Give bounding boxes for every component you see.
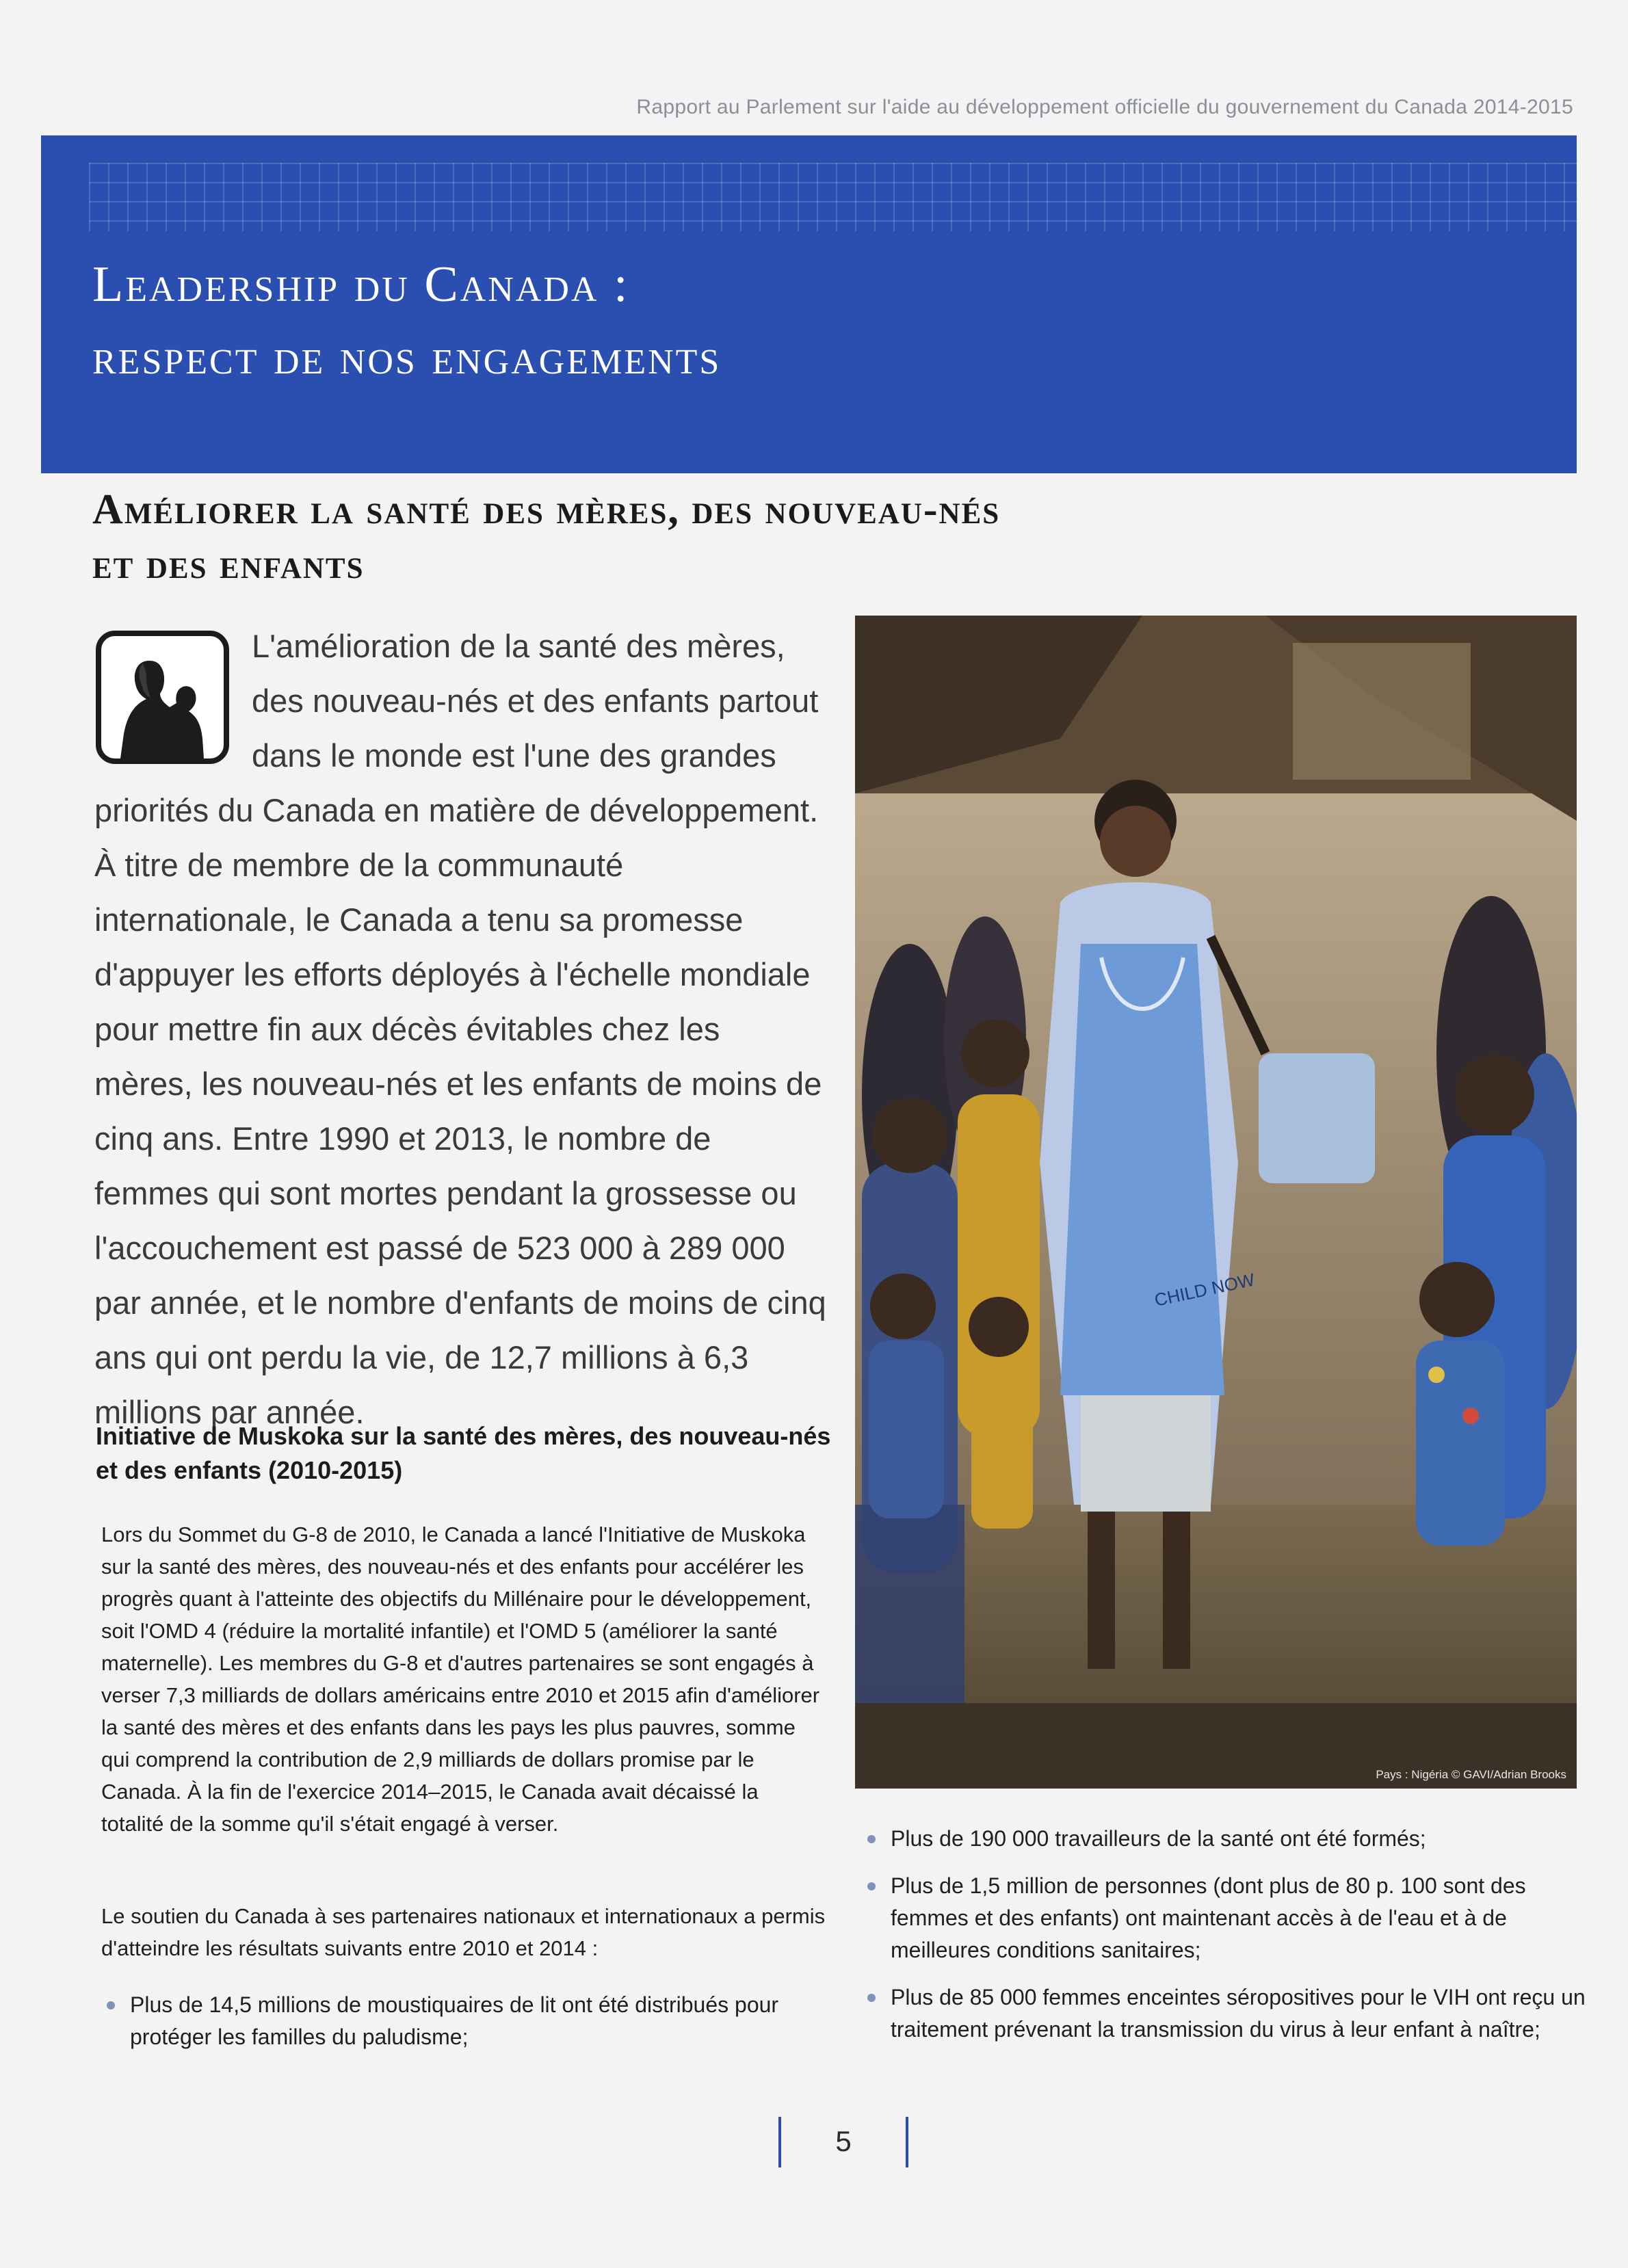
photo-credit: Pays : Nigéria © GAVI/Adrian Brooks	[1376, 1768, 1566, 1781]
list-item-text: Plus de 14,5 millions de moustiquaires de lit ont été distribués pour protéger les familles du paludisme;	[130, 1992, 779, 2049]
intro-text: L'amélioration de la santé des mères, des nouveau-nés et des enfants partout dans le monde est l'une des grandes priorités du Canada en matière de développement. À titre de membre de la communauté internationale, le Canada a tenu sa promesse d'appuyer les efforts déployés à l'échelle mondiale pour mettre fin aux décès évitables chez les mères, les nouveau-nés et les enfants de moins de cinq ans. Entre 1990 et 2013, le nombre de femmes qui sont mortes pendant la grossesse ou l'accouchement est passé de 523 000 à 289 000 par année, et le nombre d'enfants de moins de cinq ans qui ont perdu la vie, de 12,7 millions à 6,3 millions par année.	[94, 628, 826, 1430]
icon-spacer	[94, 619, 252, 773]
list-item	[863, 1870, 1588, 1966]
page-footer	[778, 2117, 908, 2172]
list-item	[863, 1823, 1588, 1855]
running-head: Rapport au Parlement sur l'aide au développement officielle du gouvernement du Canada 2014-2015	[636, 96, 1573, 118]
list-item-text: Plus de 190 000 travailleurs de la santé ont été formés;	[891, 1826, 1426, 1851]
results-list-left	[103, 1989, 828, 2068]
muskoka-paragraph-2: Le soutien du Canada à ses partenaires nationaux et internationaux a permis d'atteindre les résultats suivants entre 2010 et 2014 :	[101, 1904, 826, 1960]
bullet-dot-icon	[867, 1835, 876, 1843]
bullet-dot-icon	[867, 1882, 876, 1890]
muskoka-heading: Initiative de Muskoka sur la santé des mères, des nouveau-nés et des enfants (2010-2015)	[96, 1422, 831, 1484]
list-item-text: Plus de 85 000 femmes enceintes séropositives pour le VIH ont reçu un traitement prévenant la transmission du virus à leur enfant à naître;	[891, 1985, 1586, 2042]
list-item	[863, 1981, 1588, 2046]
chapter-banner	[41, 135, 1577, 473]
page-number: 5	[835, 2125, 852, 2157]
banner-grid-pattern	[89, 163, 1607, 231]
section-title-line1: Améliorer la santé des mères, des nouveau-nés	[92, 486, 1001, 533]
list-item	[103, 1989, 828, 2053]
chapter-title	[92, 248, 721, 393]
bullet-dot-icon	[867, 1994, 876, 2002]
muskoka-paragraph-1: Lors du Sommet du G-8 de 2010, le Canada a lancé l'Initiative de Muskoka sur la santé des mères, des nouveau-nés et des enfants pour accélérer les progrès quant à l'atteinte des objectifs du Millénaire pour le développement, soit l'OMD 4 (réduire la mortalité infantile) et l'OMD 5 (améliorer la santé maternelle). Les membres du G-8 et d'autres partenaires se sont engagés à verser 7,3 milliards de dollars américains entre 2010 et 2015 afin d'améliorer la santé des mères et des enfants dans les pays les plus pauvres, somme qui comprend la contribution de 2,9 milliards de dollars promise par le Canada. À la fin de l'exercice 2014–2015, le Canada avait décaissé la totalité de la somme qu'il s'était engagé à verser.	[101, 1522, 820, 1836]
page-divider-right	[906, 2117, 908, 2167]
chapter-title-line2: respect de nos engagements	[92, 329, 722, 385]
section-title	[92, 482, 1460, 592]
bullet-dot-icon	[107, 2001, 115, 2009]
section-title-line2: et des enfants	[92, 541, 365, 588]
chapter-title-line1: Leadership du Canada :	[92, 256, 630, 313]
apron-text: CHILD NOW	[1153, 1269, 1257, 1310]
health-worker-photo	[855, 616, 1577, 1789]
list-item-text: Plus de 1,5 million de personnes (dont plus de 80 p. 100 sont des femmes et des enfants) ont maintenant accès à de l'eau et à de meilleures conditions sanitaires;	[891, 1873, 1526, 1962]
intro-paragraph	[94, 619, 826, 1440]
results-list-right	[863, 1823, 1588, 2061]
